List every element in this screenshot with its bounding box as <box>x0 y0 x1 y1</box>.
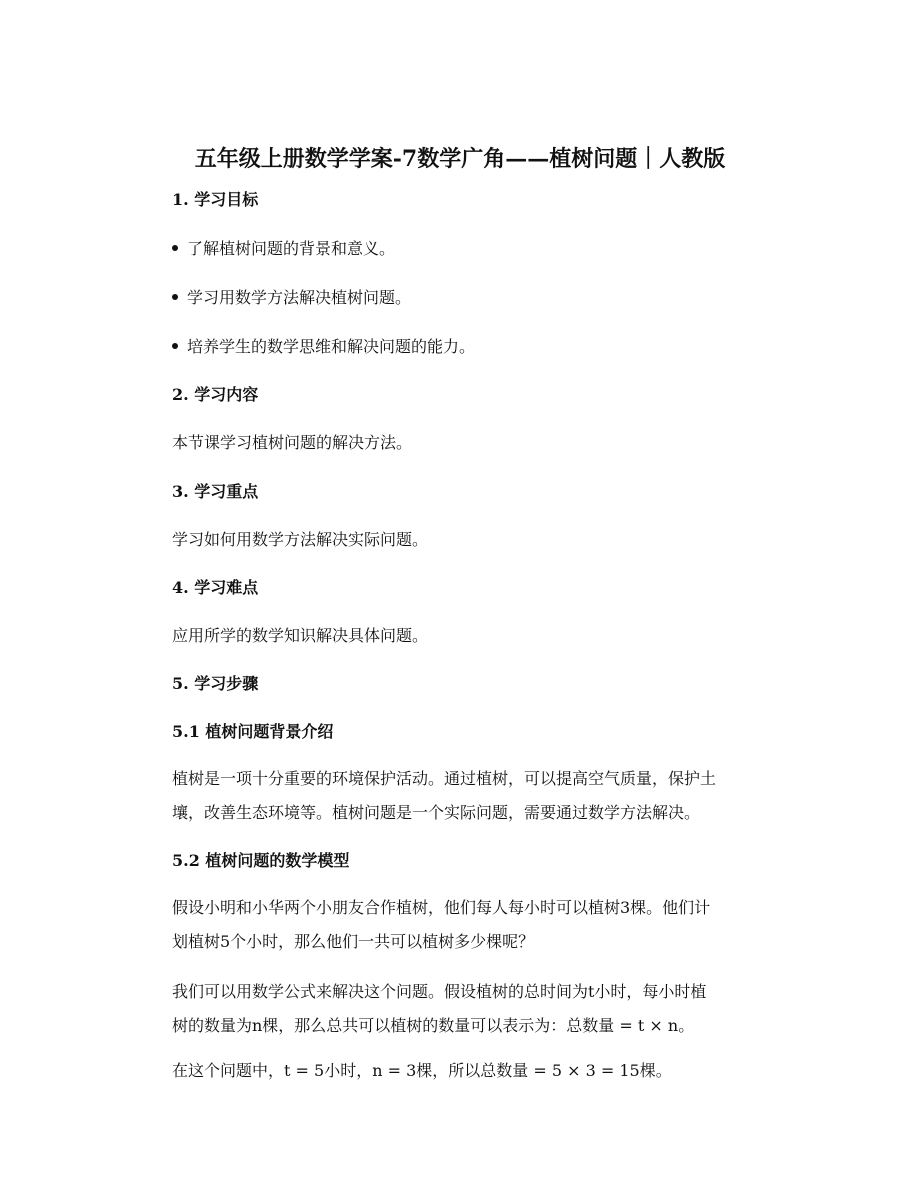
bullet-item <box>172 238 395 260</box>
bullet-dot-icon <box>172 343 178 349</box>
bullet-dot-icon <box>172 245 178 251</box>
paragraph-learning-content: 本节课学习植树问题的解决方法。 <box>172 433 413 452</box>
heading-key-points: 3. 学习重点 <box>172 482 259 501</box>
paragraph-formula <box>172 975 752 1043</box>
paragraph-line: 壤，改善生态环境等。植树问题是一个实际问题，需要通过数学方法解决。 <box>172 803 701 822</box>
bullet-dot-icon <box>172 294 178 300</box>
bullet-text: 了解植树问题的背景和意义。 <box>187 239 396 258</box>
paragraph-line: 我们可以用数学公式来解决这个问题。假设植树的总时间为t小时，每小时植 <box>172 982 707 1001</box>
bullet-item <box>172 287 411 309</box>
heading-difficulties: 4. 学习难点 <box>172 578 259 597</box>
paragraph-solution: 在这个问题中，t = 5小时，n = 3棵，所以总数量 = 5 × 3 = 15棵。 <box>172 1061 672 1080</box>
bullet-item <box>172 336 475 358</box>
paragraph-scenario <box>172 891 752 959</box>
heading-background: 5.1 植树问题背景介绍 <box>172 722 334 741</box>
paragraph-background <box>172 762 752 830</box>
document-title: 五年级上册数学学案-7数学广角——植树问题｜人教版 <box>194 146 726 172</box>
bullet-text: 学习用数学方法解决植树问题。 <box>187 288 412 307</box>
paragraph-key-points: 学习如何用数学方法解决实际问题。 <box>172 530 429 549</box>
heading-learning-content: 2. 学习内容 <box>172 385 259 404</box>
bullet-text: 培养学生的数学思维和解决问题的能力。 <box>187 337 476 356</box>
paragraph-line: 假设小明和小华两个小朋友合作植树，他们每人每小时可以植树3棵。他们计 <box>172 898 711 917</box>
heading-learning-steps: 5. 学习步骤 <box>172 674 259 693</box>
paragraph-line: 划植树5个小时，那么他们一共可以植树多少棵呢？ <box>172 932 535 951</box>
heading-learning-goals: 1. 学习目标 <box>172 190 259 209</box>
heading-math-model: 5.2 植树问题的数学模型 <box>172 851 350 870</box>
paragraph-line: 植树是一项十分重要的环境保护活动。通过植树，可以提高空气质量，保护土 <box>172 769 717 788</box>
paragraph-difficulties: 应用所学的数学知识解决具体问题。 <box>172 626 429 645</box>
paragraph-line: 树的数量为n棵，那么总共可以植树的数量可以表示为：总数量 = t × n。 <box>172 1016 695 1035</box>
